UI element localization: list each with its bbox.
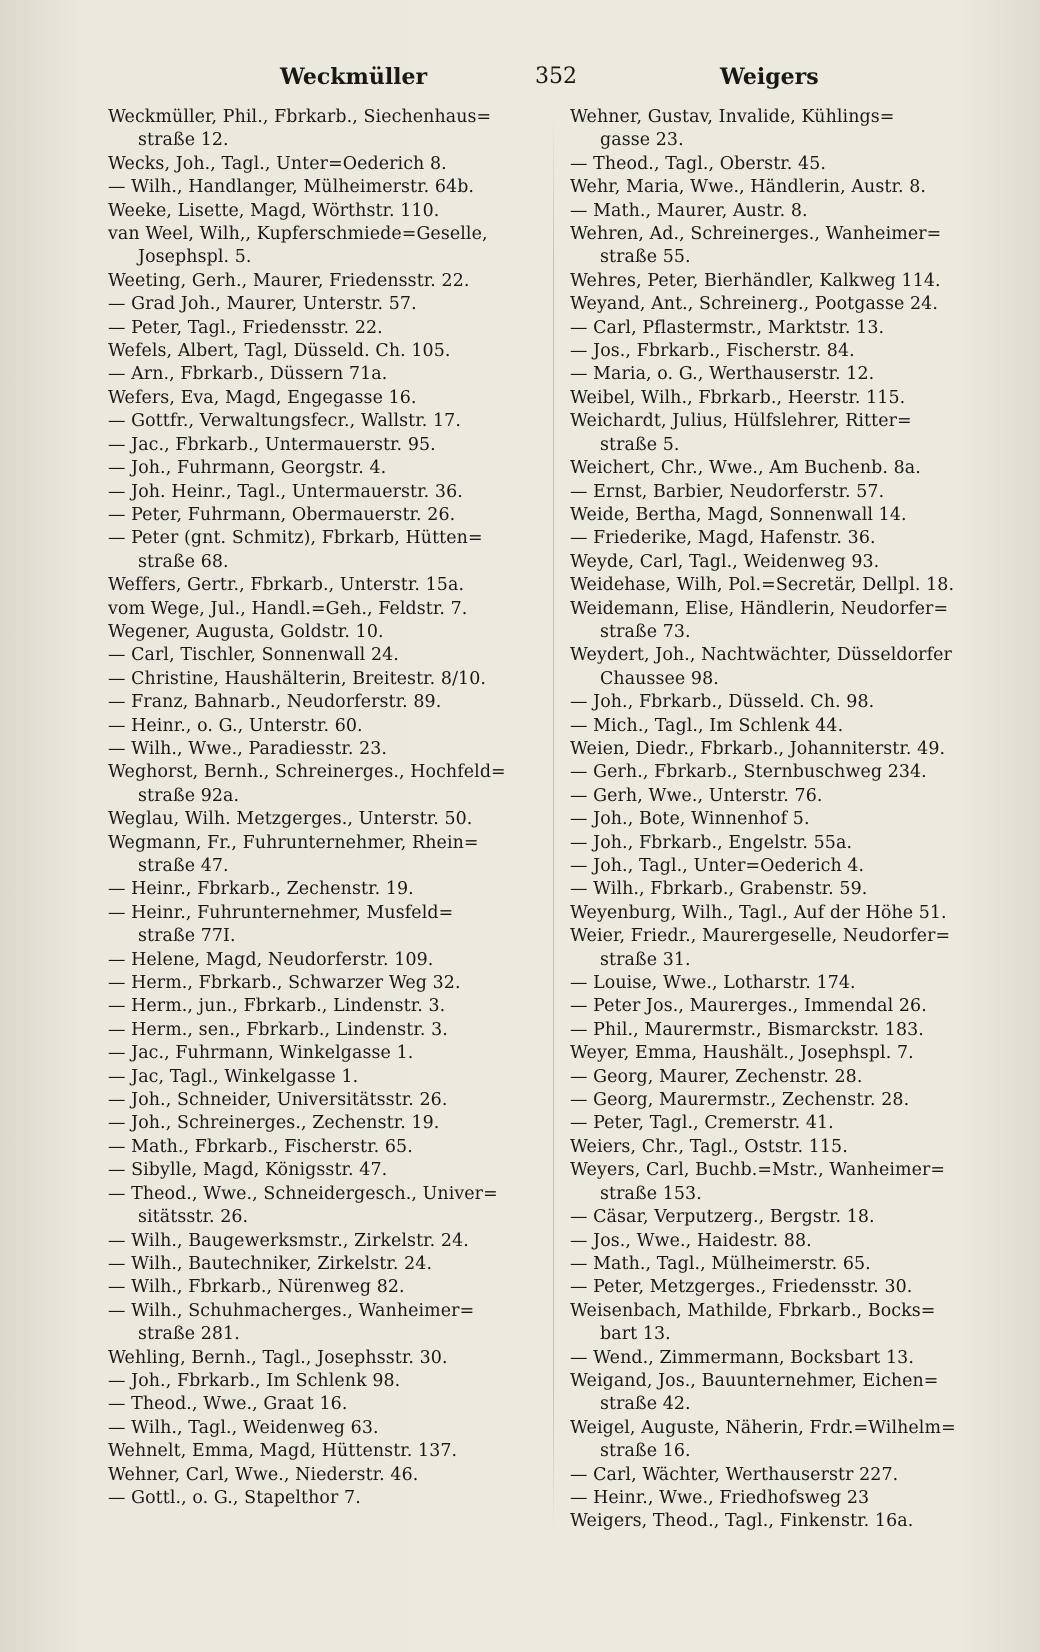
entry-line: vom Wege, Jul., Handl.=Geh., Feldstr. 7. <box>108 598 468 619</box>
directory-entry <box>108 1136 538 1159</box>
entry-line: — Theod., Tagl., Oberstr. 45. <box>570 153 827 174</box>
entry-line: — Gerh, Wwe., Unterstr. 76. <box>570 785 823 806</box>
directory-entry <box>570 1276 1000 1299</box>
entry-line: — Cäsar, Verputzerg., Bergstr. 18. <box>570 1207 875 1228</box>
directory-entry <box>570 457 1000 480</box>
directory-entry <box>108 223 538 270</box>
directory-entry <box>108 995 538 1018</box>
entry-line: — Herm., Fbrkarb., Schwarzer Weg 32. <box>108 973 461 994</box>
directory-entry <box>570 925 1000 972</box>
entry-continuation: straße 153. <box>600 1183 702 1204</box>
entry-line: — Peter (gnt. Schmitz), Fbrkarb, Hütten= <box>108 528 483 549</box>
entry-line: — Jac., Fbrkarb., Untermauerstr. 95. <box>108 434 436 455</box>
directory-entry <box>570 1089 1000 1112</box>
entry-line: — Ernst, Barbier, Neudorferstr. 57. <box>570 481 885 502</box>
entry-line: — Sibylle, Magd, Königsstr. 47. <box>108 1160 388 1181</box>
entry-line: — Math., Maurer, Austr. 8. <box>570 200 808 221</box>
entry-line: — Wilh., Schuhmacherges., Wanheimer= <box>108 1300 475 1321</box>
entry-line: Wehr, Maria, Wwe., Händlerin, Austr. 8. <box>570 177 926 198</box>
directory-entry <box>570 270 1000 293</box>
directory-entry <box>108 106 538 153</box>
directory-entry <box>570 106 1000 153</box>
directory-entry <box>570 808 1000 831</box>
directory-entry <box>108 481 538 504</box>
directory-entry <box>108 1393 538 1416</box>
entry-line: — Herm., sen., Fbrkarb., Lindenstr. 3. <box>108 1019 448 1040</box>
directory-entry <box>108 363 538 386</box>
directory-entry <box>570 972 1000 995</box>
directory-entry <box>570 995 1000 1018</box>
entry-continuation: straße 73. <box>600 621 691 642</box>
directory-entry <box>570 832 1000 855</box>
entry-line: Weisenbach, Mathilde, Fbrkarb., Bocks= <box>570 1300 936 1321</box>
entry-line: — Herm., jun., Fbrkarb., Lindenstr. 3. <box>108 996 446 1017</box>
entry-line: — Jac., Fuhrmann, Winkelgasse 1. <box>108 1043 414 1064</box>
directory-entry <box>108 1370 538 1393</box>
directory-entry <box>108 1300 538 1347</box>
directory-entry <box>570 855 1000 878</box>
directory-entry <box>108 504 538 527</box>
entry-line: — Arn., Fbrkarb., Düssern 71a. <box>108 364 388 385</box>
directory-entry <box>108 902 538 949</box>
entry-line: — Louise, Wwe., Lotharstr. 174. <box>570 973 856 994</box>
entry-line: Wegmann, Fr., Fuhrunternehmer, Rhein= <box>108 832 479 853</box>
entry-line: — Heinr., Fuhrunternehmer, Musfeld= <box>108 902 454 923</box>
directory-entry <box>108 972 538 995</box>
entry-line: Wehren, Ad., Schreinerges., Wanheimer= <box>570 224 942 245</box>
directory-entry <box>108 1417 538 1440</box>
entry-continuation: gasse 23. <box>600 130 684 151</box>
directory-entry <box>570 1066 1000 1089</box>
entry-line: — Joh. Heinr., Tagl., Untermauerstr. 36. <box>108 481 463 502</box>
directory-entry <box>570 1019 1000 1042</box>
entry-continuation: straße 77I. <box>138 926 236 947</box>
entry-line: Wehner, Carl, Wwe., Niederstr. 46. <box>108 1464 419 1485</box>
entry-line: Weichert, Chr., Wwe., Am Buchenb. 8a. <box>570 458 921 479</box>
entry-line: Wehling, Bernh., Tagl., Josephsstr. 30. <box>108 1347 448 1368</box>
entry-continuation: straße 55. <box>600 247 691 268</box>
directory-entry <box>570 738 1000 761</box>
directory-entry <box>108 434 538 457</box>
directory-entry <box>570 340 1000 363</box>
entry-line: — Joh., Bote, Winnenhof 5. <box>570 809 810 830</box>
entry-line: Weidemann, Elise, Händlerin, Neudorfer= <box>570 598 949 619</box>
directory-entry <box>108 270 538 293</box>
directory-entry <box>570 317 1000 340</box>
entry-line: — Peter, Tagl., Cremerstr. 41. <box>570 1113 834 1134</box>
directory-entry <box>108 176 538 199</box>
entry-continuation: sitätsstr. 26. <box>138 1207 249 1228</box>
entry-line: Wehnelt, Emma, Magd, Hüttenstr. 137. <box>108 1441 458 1462</box>
directory-entry <box>570 1112 1000 1135</box>
entry-line: Weyers, Carl, Buchb.=Mstr., Wanheimer= <box>570 1160 946 1181</box>
entry-line: Wehres, Peter, Bierhändler, Kalkweg 114. <box>570 270 941 291</box>
entry-line: — Carl, Wächter, Werthauserstr 227. <box>570 1464 899 1485</box>
entry-line: Weiers, Chr., Tagl., Oststr. 115. <box>570 1136 848 1157</box>
directory-entry <box>108 691 538 714</box>
column-divider <box>553 115 554 1535</box>
entry-line: Wefels, Albert, Tagl, Düsseld. Ch. 105. <box>108 341 451 362</box>
entry-line: — Joh., Schneider, Universitätsstr. 26. <box>108 1090 448 1111</box>
directory-entry <box>570 785 1000 808</box>
directory-entry <box>108 668 538 691</box>
entry-line: Weide, Bertha, Magd, Sonnenwall 14. <box>570 504 907 525</box>
entry-line: Weyenburg, Wilh., Tagl., Auf der Höhe 51. <box>570 902 947 923</box>
directory-entry <box>570 1510 1000 1533</box>
directory-entry <box>108 1230 538 1253</box>
entry-line: — Wilh., Handlanger, Mülheimerstr. 64b. <box>108 177 475 198</box>
directory-entry <box>108 621 538 644</box>
entry-line: — Gottl., o. G., Stapelthor 7. <box>108 1487 361 1508</box>
entry-line: Weigel, Auguste, Näherin, Frdr.=Wilhelm= <box>570 1417 956 1438</box>
entry-line: — Math., Fbrkarb., Fischerstr. 65. <box>108 1136 413 1157</box>
entry-line: Weeting, Gerh., Maurer, Friedensstr. 22. <box>108 270 470 291</box>
directory-entry <box>108 1464 538 1487</box>
directory-entry <box>570 1417 1000 1464</box>
entry-line: Wegener, Augusta, Goldstr. 10. <box>108 621 384 642</box>
directory-entry <box>570 527 1000 550</box>
entry-line: — Franz, Bahnarb., Neudorferstr. 89. <box>108 692 442 713</box>
entry-continuation: straße 281. <box>138 1324 240 1345</box>
directory-entry <box>108 340 538 363</box>
directory-entry <box>108 832 538 879</box>
entry-line: — Theod., Wwe., Schneidergesch., Univer= <box>108 1183 498 1204</box>
entry-line: — Christine, Haushälterin, Breitestr. 8/10. <box>108 668 487 689</box>
directory-entry <box>570 481 1000 504</box>
directory-entry <box>570 1487 1000 1510</box>
entry-line: — Friederike, Magd, Hafenstr. 36. <box>570 528 876 549</box>
directory-entry <box>570 1253 1000 1276</box>
directory-entry <box>570 387 1000 410</box>
entry-continuation: straße 92a. <box>138 785 240 806</box>
page-number: 352 <box>535 64 577 89</box>
entry-continuation: straße 68. <box>138 551 229 572</box>
directory-entry <box>570 644 1000 691</box>
directory-entry <box>108 293 538 316</box>
directory-entry <box>108 598 538 621</box>
directory-entry <box>108 1019 538 1042</box>
directory-entry <box>570 761 1000 784</box>
directory-entry <box>570 574 1000 597</box>
entry-line: Weigers, Theod., Tagl., Finkenstr. 16a. <box>570 1511 914 1532</box>
entry-line: — Wilh., Fbrkarb., Grabenstr. 59. <box>570 879 868 900</box>
entry-line: — Joh., Fbrkarb., Engelstr. 55a. <box>570 832 853 853</box>
entry-line: — Peter, Metzgerges., Friedensstr. 30. <box>570 1277 913 1298</box>
directory-entry <box>570 598 1000 645</box>
entry-line: Weichardt, Julius, Hülfslehrer, Ritter= <box>570 411 912 432</box>
entry-line: — Helene, Magd, Neudorferstr. 109. <box>108 949 434 970</box>
entry-line: — Joh., Schreinerges., Zechenstr. 19. <box>108 1113 440 1134</box>
directory-entry <box>570 1230 1000 1253</box>
entry-line: — Wilh., Baugewerksmstr., Zirkelstr. 24. <box>108 1230 469 1251</box>
directory-entry <box>108 1112 538 1135</box>
directory-entry <box>108 1159 538 1182</box>
directory-entry <box>570 878 1000 901</box>
entry-line: — Peter, Tagl., Friedensstr. 22. <box>108 317 383 338</box>
entry-line: Weibel, Wilh., Fbrkarb., Heerstr. 115. <box>570 387 906 408</box>
directory-entry <box>108 1440 538 1463</box>
entry-continuation: straße 42. <box>600 1394 691 1415</box>
entry-line: — Heinr., Wwe., Friedhofsweg 23 <box>570 1487 870 1508</box>
entry-line: van Weel, Wilh,, Kupferschmiede=Geselle, <box>108 224 488 245</box>
header-right-catchword: Weigers <box>720 64 819 90</box>
left-column <box>108 106 538 1510</box>
directory-entry <box>108 1066 538 1089</box>
entry-line: — Georg, Maurer, Zechenstr. 28. <box>570 1066 863 1087</box>
directory-entry <box>570 1347 1000 1370</box>
entry-line: Weglau, Wilh. Metzgerges., Unterstr. 50. <box>108 809 473 830</box>
entry-line: Weidehase, Wilh, Pol.=Secretär, Dellpl. 18. <box>570 575 955 596</box>
entry-continuation: straße 12. <box>138 130 229 151</box>
directory-entry <box>108 200 538 223</box>
directory-entry <box>108 878 538 901</box>
entry-line: — Wilh., Fbrkarb., Nürenweg 82. <box>108 1277 405 1298</box>
directory-entry <box>108 1042 538 1065</box>
entry-line: Weeke, Lisette, Magd, Wörthstr. 110. <box>108 200 440 221</box>
entry-line: — Joh., Fbrkarb., Düsseld. Ch. 98. <box>570 692 875 713</box>
entry-line: — Mich., Tagl., Im Schlenk 44. <box>570 715 844 736</box>
entry-continuation: bart 13. <box>600 1324 671 1345</box>
directory-entry <box>570 1464 1000 1487</box>
entry-line: Wecks, Joh., Tagl., Unter=Oederich 8. <box>108 153 447 174</box>
directory-entry <box>570 176 1000 199</box>
directory-entry <box>570 153 1000 176</box>
directory-entry <box>108 738 538 761</box>
entry-continuation: straße 16. <box>600 1441 691 1462</box>
directory-entry <box>108 644 538 667</box>
entry-line: — Heinr., Fbrkarb., Zechenstr. 19. <box>108 879 414 900</box>
entry-line: — Gerh., Fbrkarb., Sternbuschweg 234. <box>570 762 927 783</box>
directory-entry <box>108 808 538 831</box>
entry-line: — Maria, o. G., Werthauserstr. 12. <box>570 364 875 385</box>
entry-line: Wefers, Eva, Magd, Engegasse 16. <box>108 387 417 408</box>
directory-entry <box>570 715 1000 738</box>
right-column <box>570 106 1000 1534</box>
entry-line: — Joh., Tagl., Unter=Oederich 4. <box>570 856 865 876</box>
entry-line: Weien, Diedr., Fbrkarb., Johanniterstr. 49. <box>570 738 946 759</box>
entry-line: — Theod., Wwe., Graat 16. <box>108 1394 348 1415</box>
directory-entry <box>570 200 1000 223</box>
entry-line: — Wilh., Bautechniker, Zirkelstr. 24. <box>108 1253 433 1274</box>
directory-entry <box>570 1042 1000 1065</box>
entry-line: — Wilh., Tagl., Weidenweg 63. <box>108 1417 379 1438</box>
directory-entry <box>108 410 538 433</box>
entry-continuation: Chaussee 98. <box>600 668 719 689</box>
directory-entry <box>570 223 1000 270</box>
entry-continuation: straße 31. <box>600 949 691 970</box>
directory-entry <box>570 902 1000 925</box>
directory-entry <box>108 317 538 340</box>
entry-line: — Grad Joh., Maurer, Unterstr. 57. <box>108 294 417 315</box>
entry-line: Weyer, Emma, Haushält., Josephspl. 7. <box>570 1043 914 1064</box>
directory-entry <box>108 1253 538 1276</box>
entry-line: Weffers, Gertr., Fbrkarb., Unterstr. 15a. <box>108 575 465 596</box>
directory-entry <box>570 1206 1000 1229</box>
entry-line: — Wilh., Wwe., Paradiesstr. 23. <box>108 738 388 759</box>
directory-entry <box>108 574 538 597</box>
directory-entry <box>108 1276 538 1299</box>
entry-line: Weyde, Carl, Tagl., Weidenweg 93. <box>570 551 880 572</box>
directory-entry <box>570 1136 1000 1159</box>
directory-entry <box>570 504 1000 527</box>
directory-entry <box>570 1370 1000 1417</box>
entry-line: — Jac, Tagl., Winkelgasse 1. <box>108 1066 359 1087</box>
directory-entry <box>570 410 1000 457</box>
entry-line: — Joh., Fbrkarb., Im Schlenk 98. <box>108 1370 401 1391</box>
entry-line: Weigand, Jos., Bauunternehmer, Eichen= <box>570 1370 939 1391</box>
entry-line: — Peter Jos., Maurerges., Immendal 26. <box>570 996 927 1017</box>
directory-entry <box>570 551 1000 574</box>
entry-line: — Gottfr., Verwaltungsfecr., Wallstr. 17. <box>108 411 461 432</box>
entry-continuation: straße 47. <box>138 856 229 876</box>
entry-line: — Math., Tagl., Mülheimerstr. 65. <box>570 1253 871 1274</box>
directory-entry <box>108 949 538 972</box>
entry-line: Weghorst, Bernh., Schreinerges., Hochfeld= <box>108 762 506 783</box>
entry-continuation: Josephspl. 5. <box>138 247 252 268</box>
directory-entry <box>108 1347 538 1370</box>
entry-line: — Jos., Fbrkarb., Fischerstr. 84. <box>570 341 855 362</box>
header-left-catchword: Weckmüller <box>280 64 428 90</box>
directory-entry <box>108 457 538 480</box>
entry-line: — Carl, Tischler, Sonnenwall 24. <box>108 645 399 666</box>
entry-line: Weyand, Ant., Schreinerg., Pootgasse 24. <box>570 294 938 315</box>
entry-line: Wehner, Gustav, Invalide, Kühlings= <box>570 107 895 127</box>
directory-entry <box>570 363 1000 386</box>
entry-line: — Carl, Pflastermstr., Marktstr. 13. <box>570 317 885 338</box>
directory-entry <box>108 1487 538 1510</box>
entry-continuation: straße 5. <box>600 434 680 455</box>
entry-line: — Joh., Fuhrmann, Georgstr. 4. <box>108 458 387 479</box>
entry-line: — Georg, Maurermstr., Zechenstr. 28. <box>570 1090 910 1111</box>
entry-line: — Jos., Wwe., Haidestr. 88. <box>570 1230 812 1251</box>
directory-entry <box>108 1089 538 1112</box>
entry-line: Weckmüller, Phil., Fbrkarb., Siechenhaus= <box>108 107 492 127</box>
entry-line: — Phil., Maurermstr., Bismarckstr. 183. <box>570 1019 924 1040</box>
entry-line: Weydert, Joh., Nachtwächter, Düsseldorfer <box>570 645 952 666</box>
directory-entry <box>108 1183 538 1230</box>
directory-entry <box>108 761 538 808</box>
directory-entry <box>570 1300 1000 1347</box>
entry-line: — Wend., Zimmermann, Bocksbart 13. <box>570 1347 914 1368</box>
directory-entry <box>570 293 1000 316</box>
directory-entry <box>570 1159 1000 1206</box>
entry-line: — Peter, Fuhrmann, Obermauerstr. 26. <box>108 504 456 525</box>
directory-entry <box>570 691 1000 714</box>
entry-line: — Heinr., o. G., Unterstr. 60. <box>108 715 363 736</box>
directory-entry <box>108 715 538 738</box>
entry-line: Weier, Friedr., Maurergeselle, Neudorfer= <box>570 926 951 947</box>
directory-entry <box>108 527 538 574</box>
directory-entry <box>108 387 538 410</box>
page-header <box>110 60 1000 100</box>
directory-entry <box>108 153 538 176</box>
